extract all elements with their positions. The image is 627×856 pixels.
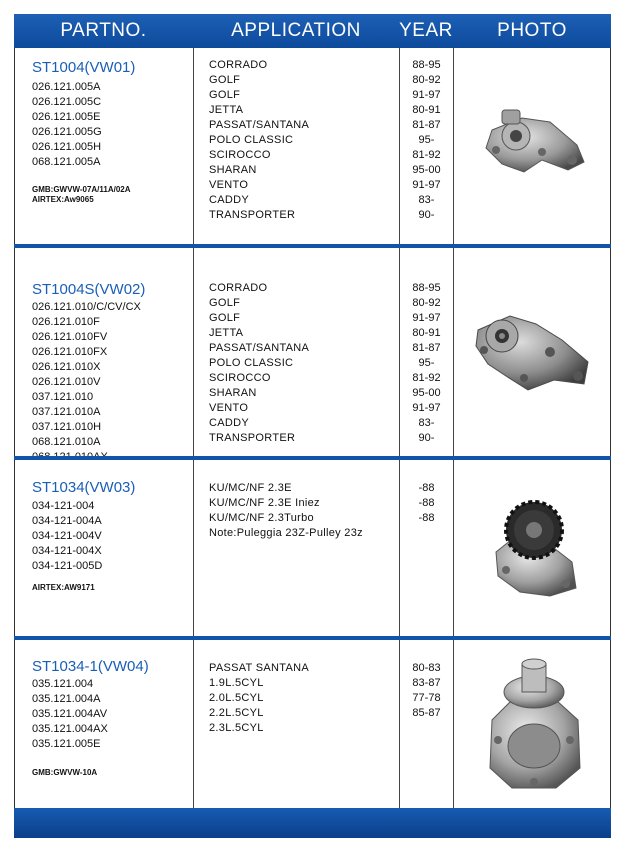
application-item: PASSAT SANTANA <box>209 662 309 674</box>
part-code: 026.121.010FV <box>32 331 108 343</box>
application-item: KU/MC/NF 2.3E Iniez <box>209 497 320 509</box>
application-item: SCIROCCO <box>209 149 271 161</box>
application-item: GOLF <box>209 312 241 324</box>
application-item: GOLF <box>209 74 241 86</box>
application-item: CADDY <box>209 417 250 429</box>
year-item: 91-97 <box>412 179 441 191</box>
year-item: 88-95 <box>412 59 441 71</box>
application-item: 2.2L.5CYL <box>209 707 264 719</box>
part-code: 034-121-005D <box>32 560 103 572</box>
application-item: SCIROCCO <box>209 372 271 384</box>
header-year: YEAR <box>399 20 453 41</box>
photo-cell <box>454 248 610 456</box>
part-codes <box>32 80 102 170</box>
part-code: 035.121.004AX <box>32 723 108 735</box>
part-cell <box>15 48 194 244</box>
water-pump-icon <box>472 100 592 190</box>
application-item: 1.9L.5CYL <box>209 677 264 689</box>
part-code: 035.121.005E <box>32 738 101 750</box>
year-item: 81-92 <box>412 149 441 161</box>
cross-reference: AIRTEX:AW9171 <box>32 583 95 592</box>
part-code: 035.121.004 <box>32 678 94 690</box>
year-item: 83- <box>418 417 435 429</box>
application-item: GOLF <box>209 89 241 101</box>
part-code: 068.121.010A <box>32 436 101 448</box>
water-pump-pulley-icon <box>476 492 588 604</box>
application-item: TRANSPORTER <box>209 432 296 444</box>
product-row <box>14 640 611 808</box>
application-item: CORRADO <box>209 282 268 294</box>
year-item: 91-97 <box>412 402 441 414</box>
cross-reference-notes <box>32 583 95 593</box>
year-item: 83- <box>418 194 435 206</box>
year-cell <box>400 460 454 636</box>
part-code: 068.121.005A <box>32 156 101 168</box>
application-item: TRANSPORTER <box>209 209 296 221</box>
application-cell <box>194 48 400 244</box>
application-item: CADDY <box>209 194 250 206</box>
year-list <box>400 661 453 721</box>
part-title: ST1004S(VW02) <box>32 281 146 298</box>
application-item: 2.3L.5CYL <box>209 722 264 734</box>
part-code: 034-121-004A <box>32 515 102 527</box>
year-item: 85-87 <box>412 707 441 719</box>
header-application: APPLICATION <box>231 20 361 41</box>
application-item: VENTO <box>209 402 249 414</box>
application-item: SHARAN <box>209 164 257 176</box>
part-cell <box>15 248 194 456</box>
part-code: 035.121.004A <box>32 693 101 705</box>
application-item: JETTA <box>209 104 244 116</box>
part-code: 037.121.010A <box>32 406 101 418</box>
year-item: 90- <box>418 209 435 221</box>
part-code: 026.121.005G <box>32 126 102 138</box>
application-item: POLO CLASSIC <box>209 134 294 146</box>
application-item: SHARAN <box>209 387 257 399</box>
part-codes <box>32 677 108 752</box>
year-item: 77-78 <box>412 692 441 704</box>
part-code: 026.121.010/C/CV/CX <box>32 301 141 313</box>
part-code: 026.121.005A <box>32 81 101 93</box>
application-item: GOLF <box>209 297 241 309</box>
year-list <box>400 281 453 446</box>
year-item: 80-83 <box>412 662 441 674</box>
application-item: VENTO <box>209 179 249 191</box>
part-title: ST1034-1(VW04) <box>32 658 149 675</box>
year-item: 95-00 <box>412 164 441 176</box>
year-item: 81-87 <box>412 342 441 354</box>
year-item: -88 <box>418 482 435 494</box>
year-item: -88 <box>418 512 435 524</box>
application-item: PASSAT/SANTANA <box>209 342 310 354</box>
cross-reference: AIRTEX:Aw9065 <box>32 195 94 204</box>
application-list <box>209 281 309 446</box>
application-item: KU/MC/NF 2.3Turbo <box>209 512 314 524</box>
application-list <box>209 661 309 736</box>
part-code: 037.121.010H <box>32 421 102 433</box>
application-item: KU/MC/NF 2.3E <box>209 482 292 494</box>
year-item: 91-97 <box>412 89 441 101</box>
application-item: PASSAT/SANTANA <box>209 119 310 131</box>
application-item: JETTA <box>209 327 244 339</box>
application-item: POLO CLASSIC <box>209 357 294 369</box>
year-item: 80-92 <box>412 74 441 86</box>
catalog-page <box>14 14 611 838</box>
product-row <box>14 48 611 244</box>
year-cell <box>400 640 454 808</box>
cross-reference: GMB:GWVW-07A/11A/02A <box>32 185 131 194</box>
year-item: 83-87 <box>412 677 441 689</box>
year-cell <box>400 48 454 244</box>
year-item: 80-92 <box>412 297 441 309</box>
header-part-no: PARTNO. <box>60 20 147 41</box>
year-item: 95- <box>418 357 435 369</box>
application-item: CORRADO <box>209 59 268 71</box>
year-item: 88-95 <box>412 282 441 294</box>
part-codes <box>32 300 141 465</box>
part-cell <box>15 640 194 808</box>
part-title: ST1004(VW01) <box>32 59 136 76</box>
page-footer-band <box>14 808 611 838</box>
table-header <box>14 14 611 48</box>
cross-reference-notes <box>32 768 97 778</box>
part-codes <box>32 499 102 574</box>
year-item: -88 <box>418 497 435 509</box>
part-title: ST1034(VW03) <box>32 479 136 496</box>
application-cell <box>194 248 400 456</box>
part-code: 034-121-004V <box>32 530 102 542</box>
part-code: 026.121.005C <box>32 96 102 108</box>
cross-reference: GMB:GWVW-10A <box>32 768 98 777</box>
year-item: 81-92 <box>412 372 441 384</box>
part-cell <box>15 460 194 636</box>
part-code: 026.121.005E <box>32 111 101 123</box>
part-code: 026.121.010F <box>32 316 100 328</box>
application-cell <box>194 640 400 808</box>
product-row <box>14 460 611 636</box>
photo-cell <box>454 460 610 636</box>
application-item: 2.0L.5CYL <box>209 692 264 704</box>
year-list <box>400 481 453 526</box>
water-pump-icon <box>466 306 596 396</box>
year-item: 80-91 <box>412 104 441 116</box>
part-code: 026.121.010V <box>32 376 101 388</box>
year-cell <box>400 248 454 456</box>
part-code: 034-121-004X <box>32 545 102 557</box>
application-list <box>209 481 363 541</box>
part-code: 035.121.004AV <box>32 708 108 720</box>
year-item: 90- <box>418 432 435 444</box>
year-item: 81-87 <box>412 119 441 131</box>
year-item: 95- <box>418 134 435 146</box>
photo-cell <box>454 48 610 244</box>
part-code: 026.121.010X <box>32 361 101 373</box>
year-list <box>400 58 453 223</box>
photo-cell <box>454 640 610 808</box>
year-item: 95-00 <box>412 387 441 399</box>
application-item: Note:Puleggia 23Z-Pulley 23z <box>209 527 363 539</box>
application-list <box>209 58 309 223</box>
part-code: 034-121-004 <box>32 500 95 512</box>
water-pump-round-icon <box>482 650 586 796</box>
part-code: 037.121.010 <box>32 391 94 403</box>
cross-reference-notes <box>32 185 131 205</box>
year-item: 80-91 <box>412 327 441 339</box>
part-code: 026.121.005H <box>32 141 102 153</box>
application-cell <box>194 460 400 636</box>
year-item: 91-97 <box>412 312 441 324</box>
header-photo: PHOTO <box>497 20 567 41</box>
product-row <box>14 248 611 456</box>
part-code: 026.121.010FX <box>32 346 108 358</box>
